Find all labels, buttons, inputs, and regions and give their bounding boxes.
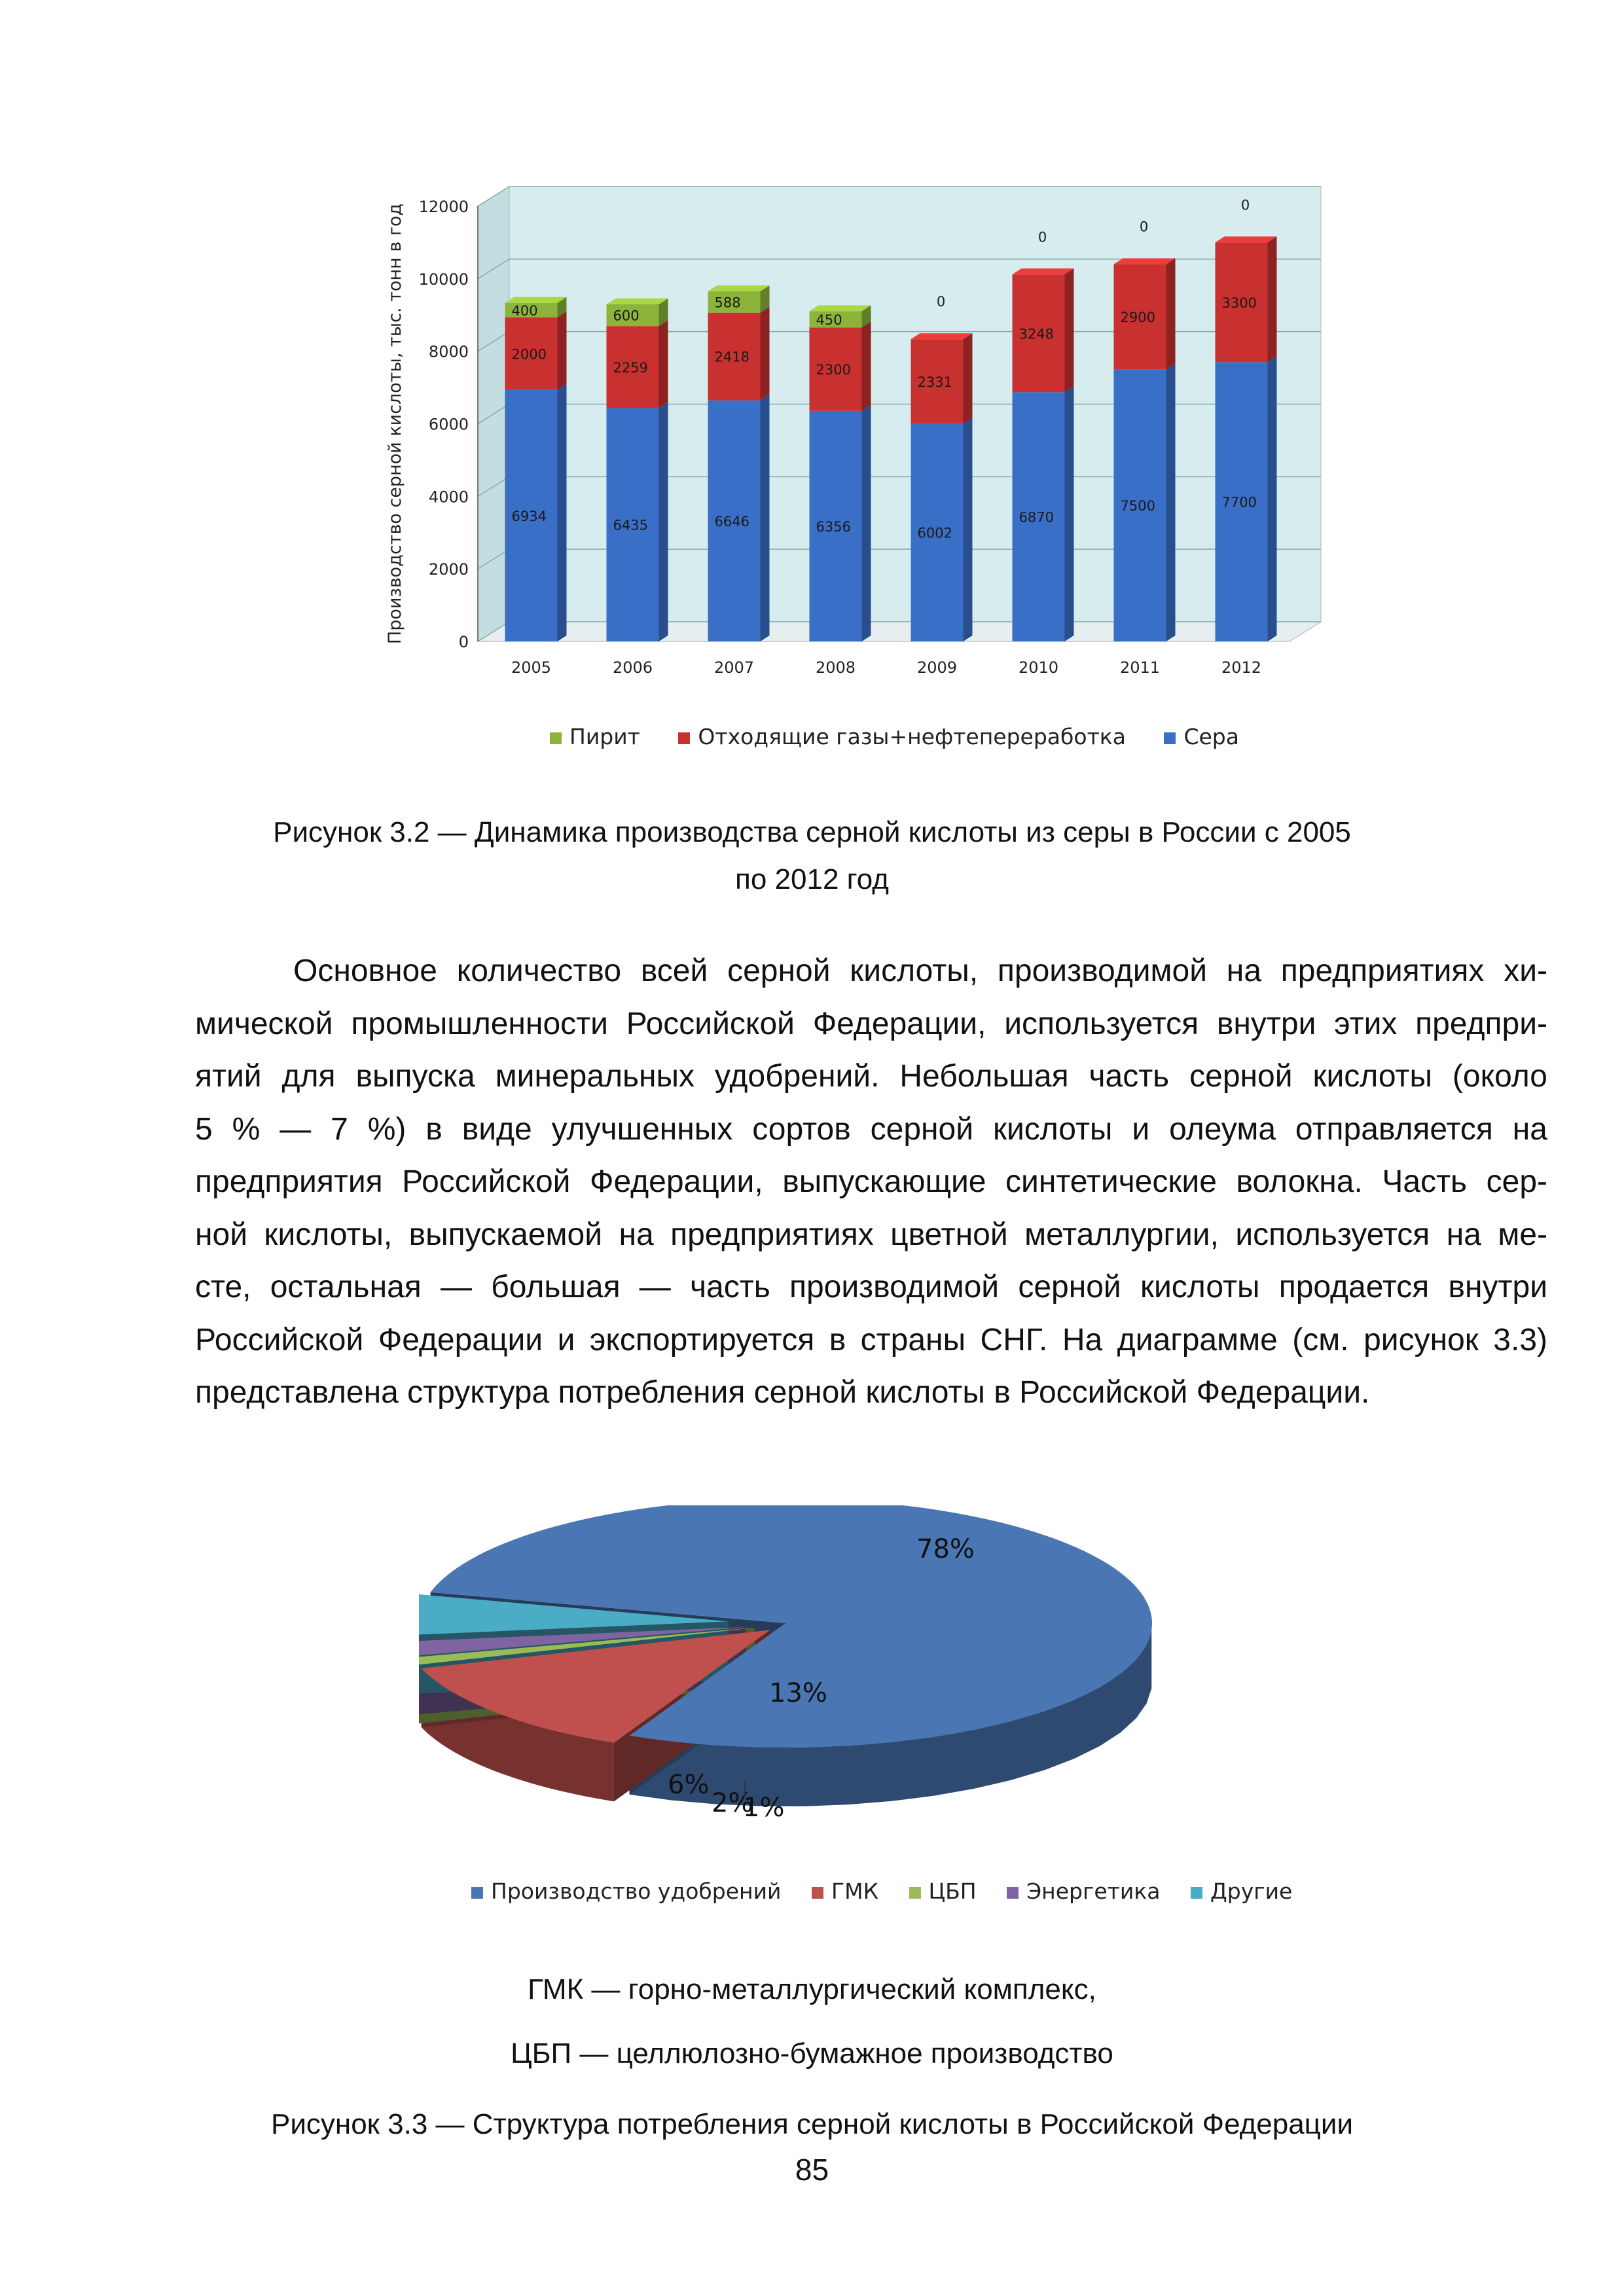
x-tick-label: 2006 bbox=[612, 658, 653, 677]
figure-3-2-caption-line2: по 2012 год bbox=[735, 863, 889, 895]
bar-chart-legend bbox=[550, 723, 1271, 749]
bar-value-label: 6934 bbox=[511, 508, 547, 524]
bar-value-label: 600 bbox=[613, 308, 640, 324]
y-tick-label: 10000 bbox=[418, 270, 469, 289]
bar-value-label: 6435 bbox=[613, 517, 648, 533]
x-tick-label: 2007 bbox=[713, 658, 755, 677]
pie-data-label: 78% bbox=[916, 1534, 975, 1564]
production-bar-chart bbox=[367, 164, 1414, 753]
bar-value-label: 2000 bbox=[511, 346, 547, 363]
bar-segment-side bbox=[862, 405, 871, 641]
x-tick-label: 2011 bbox=[1119, 658, 1161, 677]
pie-data-label: 13% bbox=[769, 1678, 827, 1708]
note-gmk: ГМК — горно-металлургический комплекс, bbox=[528, 1973, 1096, 2005]
figure-3-2-caption-line1: Рисунок 3.2 — Динамика производства серной кислоты из серы в России с 2005 bbox=[273, 816, 1351, 848]
abbreviation-notes bbox=[0, 1966, 1624, 2077]
legend-swatch-gmk bbox=[812, 1887, 823, 1899]
bar-value-label: 0 bbox=[1139, 219, 1149, 235]
bar-segment-side bbox=[1065, 268, 1074, 392]
bar-segment-side bbox=[761, 395, 770, 641]
x-tick-label: 2009 bbox=[916, 658, 958, 677]
bar-value-label: 6646 bbox=[714, 513, 749, 529]
paragraph-line: предприятия Российской Федерации, выпускающие синтетические волокна. Часть сер- bbox=[195, 1164, 1547, 1199]
legend-swatch-pyrite bbox=[550, 732, 562, 744]
bar-value-label: 7700 bbox=[1221, 494, 1257, 511]
x-tick-label: 2005 bbox=[511, 658, 552, 677]
legend-item-other bbox=[1191, 1878, 1292, 1904]
legend-swatch-gases bbox=[678, 732, 690, 744]
bar-value-label: 7500 bbox=[1120, 498, 1155, 514]
paragraph-line: ятий для выпуска минеральных удобрений. Небольшая часть серной кислоты (около bbox=[195, 1059, 1547, 1094]
bar-segment-top bbox=[1013, 268, 1074, 274]
legend-item-fertilizers bbox=[471, 1878, 782, 1904]
paragraph-line: мической промышленности Российской Федерации, используется внутри этих предпри- bbox=[195, 1006, 1547, 1041]
figure-3-2-caption bbox=[0, 809, 1624, 903]
consumption-pie-chart bbox=[419, 1505, 1335, 1898]
bar-segment-side bbox=[862, 321, 871, 410]
bar-value-label: 6870 bbox=[1019, 509, 1054, 526]
pie-data-label: 2% bbox=[712, 1788, 753, 1818]
bar-segment-side bbox=[964, 418, 973, 641]
bar-segment-side bbox=[1268, 236, 1277, 362]
bar-segment-side bbox=[659, 402, 668, 641]
paragraph-line: 5 % — 7 %) в виде улучшенных сортов серной кислоты и олеума отправляется на bbox=[195, 1111, 1547, 1147]
legend-label-sulfur: Сера bbox=[1183, 724, 1239, 749]
bar-segment-top bbox=[810, 305, 871, 311]
legend-item-cbp bbox=[909, 1878, 977, 1904]
paragraph-line: ной кислоты, выпускаемой на предприятиях цветной металлургии, используется на ме- bbox=[195, 1217, 1547, 1252]
legend-label-cbp: ЦБП bbox=[928, 1878, 977, 1904]
bar-value-label: 450 bbox=[816, 312, 842, 328]
pie-data-label: 1% bbox=[743, 1793, 785, 1823]
bar-value-label: 3248 bbox=[1019, 326, 1054, 342]
bar-value-label: 588 bbox=[714, 295, 741, 311]
legend-label-energy: Энергетика bbox=[1026, 1878, 1161, 1904]
y-tick-label: 12000 bbox=[418, 198, 469, 216]
legend-label-fertilizers: Производство удобрений bbox=[491, 1878, 782, 1904]
legend-item-gases bbox=[678, 724, 1126, 749]
y-tick-label: 4000 bbox=[428, 488, 469, 507]
bar-value-label: 400 bbox=[511, 302, 538, 319]
bar-segment-side bbox=[1166, 363, 1176, 641]
chart-floor bbox=[478, 622, 1321, 641]
legend-label-pyrite: Пирит bbox=[569, 724, 640, 749]
page-number: 85 bbox=[795, 2153, 829, 2187]
bar-segment-top bbox=[911, 333, 973, 339]
bar-value-label: 0 bbox=[936, 294, 946, 310]
note-cbp: ЦБП — целлюлозно-бумажное производство bbox=[511, 2037, 1113, 2070]
y-axis-label: Производство серной кислоты, тыс. тонн в год bbox=[385, 203, 405, 645]
y-tick-label: 6000 bbox=[428, 415, 469, 434]
bar-value-label: 3300 bbox=[1221, 295, 1257, 311]
bar-value-label: 6356 bbox=[816, 518, 851, 535]
legend-item-sulfur bbox=[1164, 724, 1239, 749]
bar-segment-side bbox=[558, 384, 567, 641]
legend-item-energy bbox=[1007, 1878, 1160, 1904]
y-tick-label: 2000 bbox=[428, 560, 469, 579]
pie-data-label: 6% bbox=[668, 1770, 710, 1800]
paragraph-line: сте, остальная — большая — часть производимой серной кислоты продается внутри bbox=[195, 1270, 1547, 1304]
bar-value-label: 0 bbox=[1038, 229, 1047, 245]
legend-swatch-energy bbox=[1007, 1887, 1019, 1899]
body-paragraph bbox=[195, 945, 1547, 1420]
bar-segment-top bbox=[1216, 236, 1277, 242]
paragraph-line: Российской Федерации и экспортируется в страны СНГ. На диаграмме (см. рисунок 3.3) bbox=[195, 1322, 1547, 1357]
y-tick-label: 8000 bbox=[428, 342, 469, 361]
bar-segment-side bbox=[558, 312, 567, 390]
bar-value-label: 2300 bbox=[816, 362, 851, 378]
bar-value-label: 2900 bbox=[1120, 310, 1155, 326]
bar-value-label: 2331 bbox=[917, 374, 952, 390]
legend-swatch-fertilizers bbox=[471, 1887, 483, 1899]
bar-segment-side bbox=[1268, 356, 1277, 641]
legend-swatch-cbp bbox=[909, 1887, 921, 1899]
figure-3-3-caption: Рисунок 3.3 — Структура потребления серной кислоты в Российской Федерации bbox=[270, 2108, 1354, 2140]
bar-segment-side bbox=[964, 333, 973, 423]
x-tick-label: 2010 bbox=[1018, 658, 1059, 677]
x-tick-label: 2012 bbox=[1221, 658, 1262, 677]
paragraph-line: представлена структура потребления серной кислоты в Российской Федерации. bbox=[195, 1375, 1370, 1410]
bar-value-label: 2418 bbox=[714, 349, 749, 365]
bar-value-label: 2259 bbox=[613, 359, 648, 376]
bar-segment-top bbox=[505, 297, 567, 303]
legend-item-pyrite bbox=[550, 724, 640, 749]
bar-segment-side bbox=[761, 307, 770, 401]
x-tick-label: 2008 bbox=[815, 658, 856, 677]
legend-label-gases: Отходящие газы+нефтепереработка bbox=[698, 724, 1126, 749]
bar-segment-top bbox=[607, 298, 668, 304]
bar-segment-side bbox=[1065, 386, 1074, 641]
bar-value-label: 6002 bbox=[917, 525, 952, 541]
paragraph-line: Основное количество всей серной кислоты, производимой на предприятиях хи- bbox=[293, 954, 1547, 988]
pie-chart-legend bbox=[471, 1877, 1292, 1904]
bar-value-label: 0 bbox=[1240, 197, 1250, 213]
legend-item-gmk bbox=[812, 1878, 878, 1904]
y-tick-label: 0 bbox=[458, 633, 469, 651]
bar-segment-top bbox=[708, 285, 770, 291]
bar-segment-side bbox=[1166, 259, 1176, 370]
legend-swatch-sulfur bbox=[1164, 732, 1176, 744]
legend-label-gmk: ГМК bbox=[831, 1878, 879, 1904]
legend-swatch-other bbox=[1191, 1887, 1202, 1899]
bar-segment-side bbox=[659, 320, 668, 408]
bar-segment-top bbox=[1114, 259, 1176, 264]
legend-label-other: Другие bbox=[1210, 1878, 1293, 1904]
